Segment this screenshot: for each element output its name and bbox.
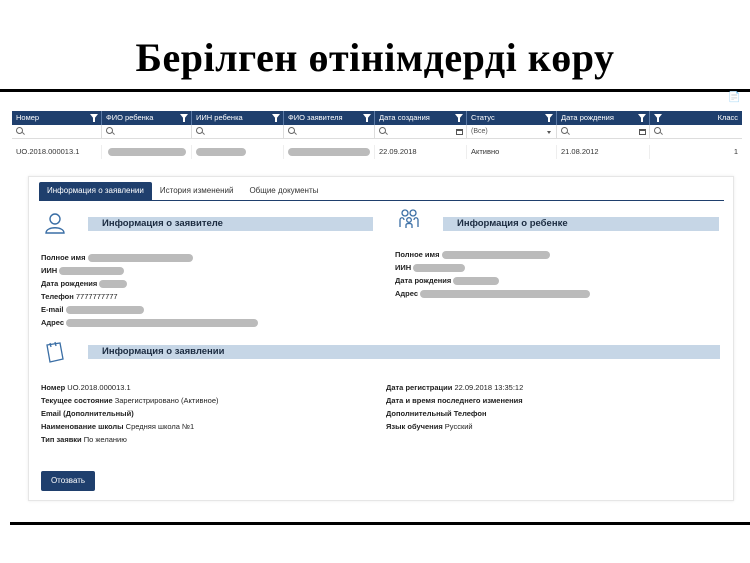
application-school: Наименование школы Средняя школа №1 [41, 422, 195, 431]
search-icon [288, 127, 295, 134]
redacted-text [66, 319, 258, 327]
revoke-button[interactable]: Отозвать [41, 471, 95, 491]
applicant-address: Адрес [41, 318, 258, 327]
applicant-phone: Телефон 7777777777 [41, 292, 118, 301]
search-icon [106, 127, 113, 134]
divider-bottom [10, 522, 750, 525]
family-icon [397, 207, 421, 231]
search-icon [16, 127, 23, 134]
redacted-text [413, 264, 465, 272]
tab-underline [39, 200, 724, 201]
redacted-text [442, 251, 550, 259]
column-header-child-name[interactable]: ФИО ребенка [102, 111, 192, 125]
redacted-text [288, 148, 370, 156]
search-icon [196, 127, 203, 134]
filter-icon[interactable] [654, 114, 662, 119]
tab-application-info[interactable]: Информация о заявлении [39, 182, 152, 200]
filter-icon[interactable] [638, 114, 646, 119]
person-icon [43, 211, 67, 235]
cell-number: UO.2018.000013.1 [12, 145, 102, 159]
tab-change-history[interactable]: История изменений [159, 186, 234, 195]
filter-icon[interactable] [545, 114, 553, 119]
grid-header [12, 111, 742, 125]
filter-icon[interactable] [455, 114, 463, 119]
column-header-created[interactable]: Дата создания [375, 111, 467, 125]
search-icon [654, 127, 661, 134]
redacted-text [66, 306, 144, 314]
redacted-text [108, 148, 186, 156]
column-header-applicant-name[interactable]: ФИО заявителя [284, 111, 375, 125]
child-birth-date: Дата рождения [395, 276, 499, 285]
applicant-birth-date: Дата рождения [41, 279, 127, 288]
filter-icon[interactable] [272, 114, 280, 119]
child-section-title: Информация о ребенке [443, 217, 719, 231]
filter-class[interactable] [650, 125, 742, 139]
chevron-down-icon [547, 131, 551, 134]
applicant-email: E-mail [41, 305, 144, 314]
redacted-text [59, 267, 124, 275]
tab-common-documents[interactable]: Общие документы [249, 186, 319, 195]
detail-panel [28, 176, 734, 501]
application-extra-phone: Дополнительный Телефон [386, 409, 487, 418]
filter-icon[interactable] [180, 114, 188, 119]
child-address: Адрес [395, 289, 590, 298]
applicant-full-name: Полное имя [41, 253, 193, 262]
export-icon[interactable]: 📄 [728, 92, 741, 103]
child-iin: ИИН [395, 263, 465, 272]
applicant-section-title: Информация о заявителе [88, 217, 373, 231]
column-header-class[interactable]: Класс [650, 111, 742, 125]
filter-number[interactable] [12, 125, 102, 139]
redacted-text [196, 148, 246, 156]
app-screenshot [10, 92, 744, 520]
redacted-text [99, 280, 127, 288]
cell-child-name [102, 145, 192, 159]
filter-child-iin[interactable] [192, 125, 284, 139]
filter-status-select[interactable]: (Все) [467, 125, 557, 139]
slide-title: Берілген өтінімдерді көру [135, 35, 615, 80]
cell-birth-date: 21.08.2012 [557, 145, 650, 159]
cell-class: 1 [733, 147, 738, 156]
filter-icon[interactable] [363, 114, 371, 119]
cell-status: Активно [467, 145, 557, 159]
cell-applicant-name [284, 145, 375, 159]
redacted-text [453, 277, 499, 285]
application-state: Текущее состояние Зарегистрировано (Активное) [41, 396, 219, 405]
cell-child-iin [192, 145, 284, 159]
column-header-birth-date[interactable]: Дата рождения [557, 111, 650, 125]
applicant-iin: ИИН [41, 266, 124, 275]
search-icon [379, 127, 386, 134]
tab-bar [39, 182, 326, 200]
redacted-text [420, 290, 590, 298]
filter-icon[interactable] [90, 114, 98, 119]
table-row[interactable] [12, 145, 742, 159]
filter-birth-date[interactable] [557, 125, 650, 139]
application-type: Тип заявки По желанию [41, 435, 127, 444]
column-header-status[interactable]: Статус [467, 111, 557, 125]
calendar-icon[interactable] [639, 129, 646, 135]
cell-created: 22.09.2018 [375, 145, 467, 159]
application-section-title: Информация о заявлении [88, 345, 720, 359]
search-icon [561, 127, 568, 134]
application-language: Язык обучения Русский [386, 422, 473, 431]
filter-created[interactable] [375, 125, 467, 139]
filter-child-name[interactable] [102, 125, 192, 139]
child-full-name: Полное имя [395, 250, 550, 259]
application-email: Email (Дополнительный) [41, 409, 134, 418]
grid-filter-row [12, 125, 742, 139]
column-header-number[interactable]: Номер [12, 111, 102, 125]
application-number: Номер UO.2018.000013.1 [41, 383, 131, 392]
redacted-text [88, 254, 193, 262]
column-header-child-iin[interactable]: ИИН ребенка [192, 111, 284, 125]
application-last-change: Дата и время последнего изменения [386, 396, 523, 405]
calendar-icon[interactable] [456, 129, 463, 135]
document-icon [43, 341, 67, 365]
filter-applicant-name[interactable] [284, 125, 375, 139]
application-reg-date: Дата регистрации 22.09.2018 13:35:12 [386, 383, 524, 392]
